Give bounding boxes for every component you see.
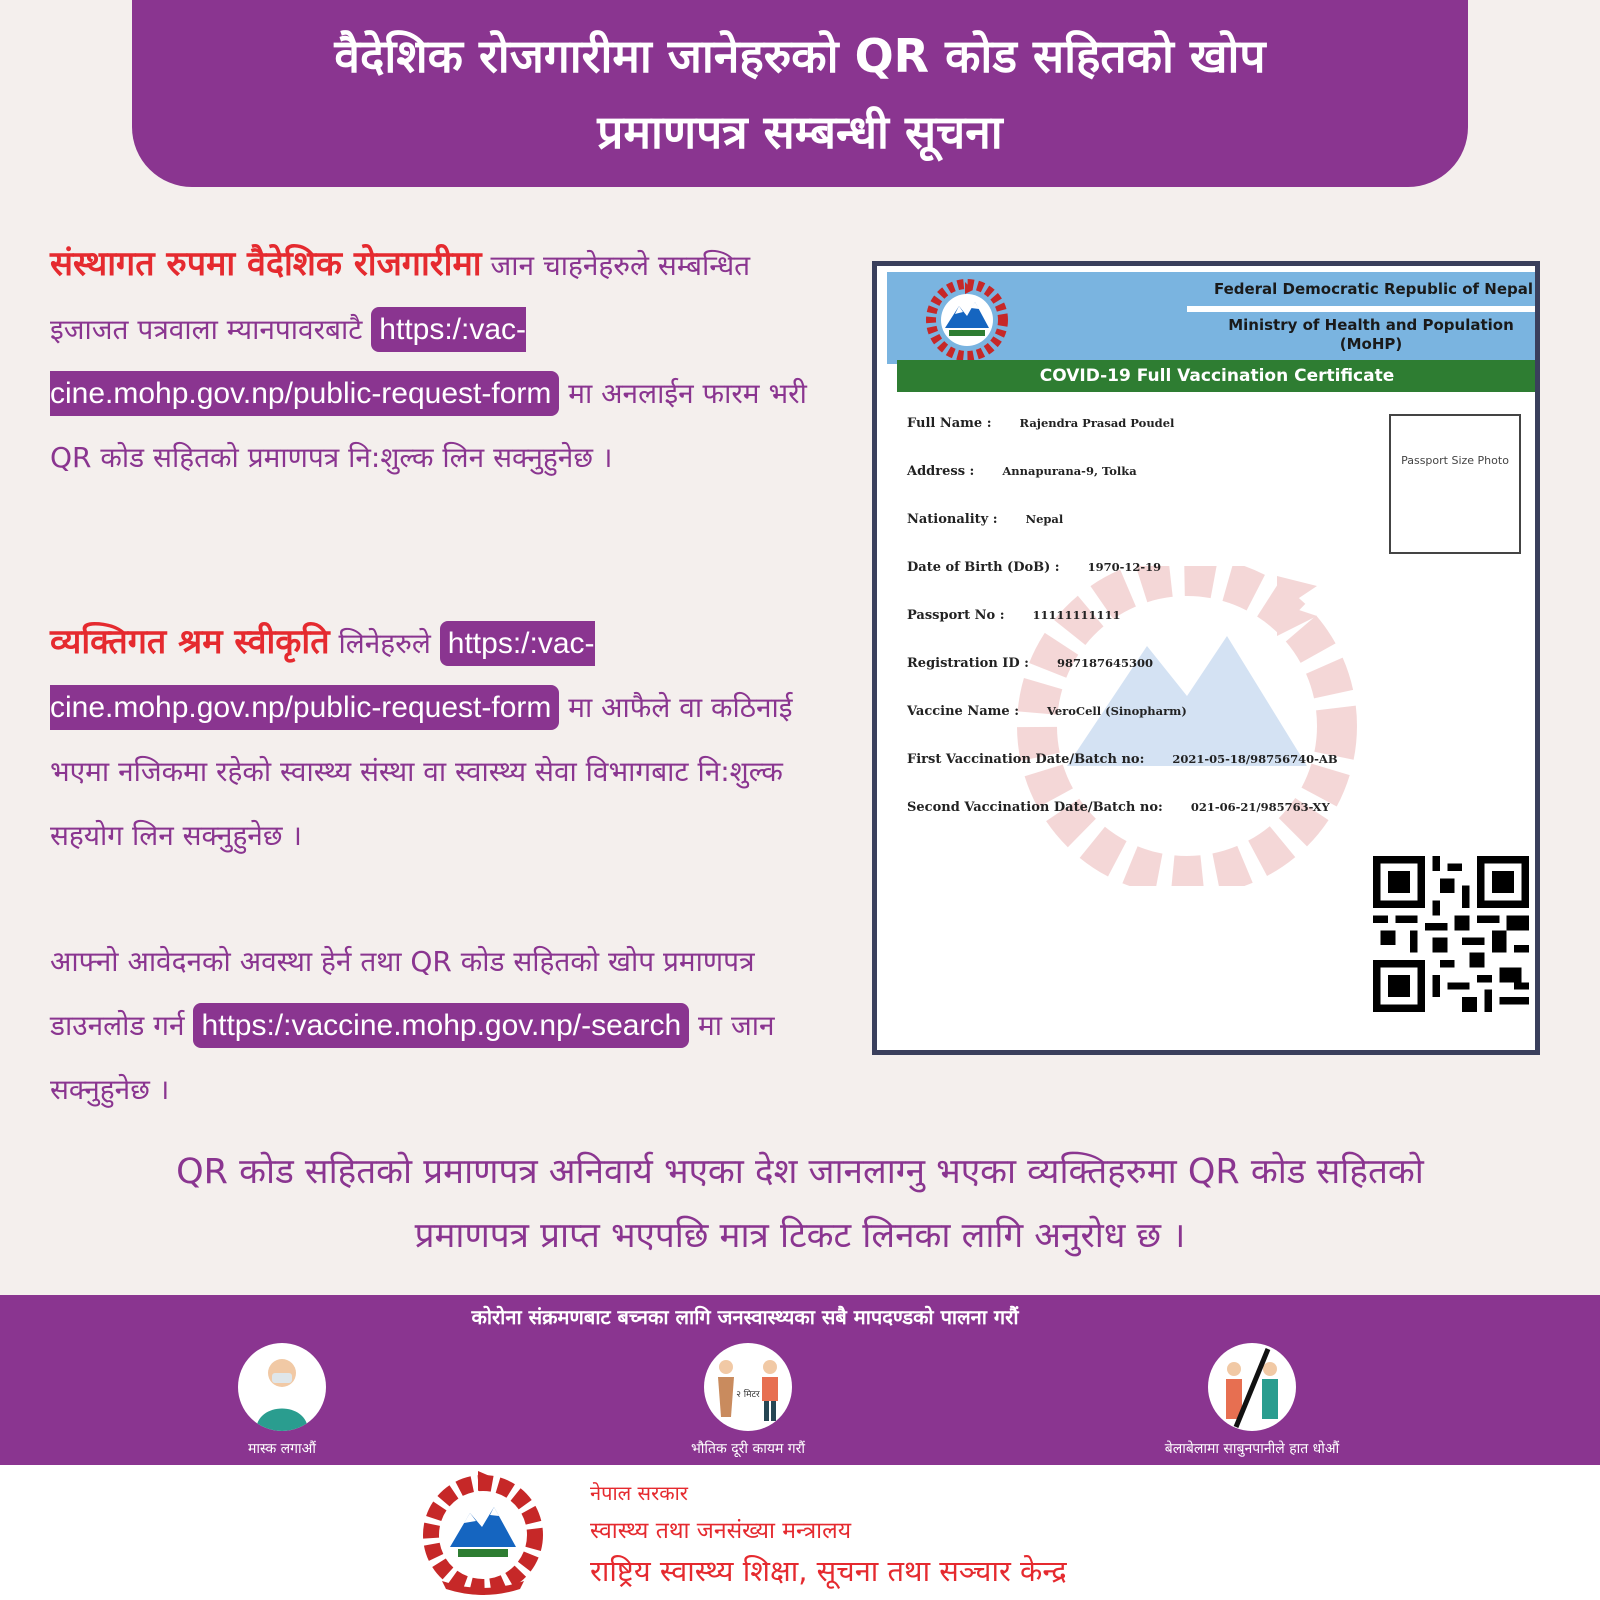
field-label: Address : xyxy=(907,464,975,479)
ticket-notice xyxy=(0,1140,1600,1268)
paragraph-status xyxy=(50,930,820,1122)
para2-text-b: मा आफैले वा कठिनाई भएमा नजिकमा रहेको स्वास्थ्य संस्था वा स्वास्थ्य सेवा विभागबाट नि:शुल्क सहयोग लिन सक्नुहुनेछ । xyxy=(50,691,793,852)
field-value: 2021-05-18/98756740-AB xyxy=(1172,752,1338,766)
field-label: Vaccine Name : xyxy=(907,704,1019,719)
government-name: Federal Democratic Republic of Nepal xyxy=(1213,280,1533,298)
nepal-government-emblem-icon xyxy=(406,1469,560,1595)
paragraph-individual xyxy=(50,610,820,868)
paragraph-institutional xyxy=(50,232,820,490)
field-value: Annapurana-9, Tolka xyxy=(1002,464,1137,478)
certificate-header xyxy=(887,272,1537,364)
field-row xyxy=(907,656,1153,671)
title-line-2: प्रमाणपत्र सम्बन्धी सूचना xyxy=(597,105,1003,159)
notice-line-2: प्रमाणपत्र प्राप्त भएपछि मात्र टिकट लिनका लागि अनुरोध छ । xyxy=(414,1216,1186,1256)
field-value: Rajendra Prasad Poudel xyxy=(1019,416,1175,430)
notice-line-1: QR कोड सहितको प्रमाणपत्र अनिवार्य भएका देश जानलाग्नु भएका व्यक्तिहरुमा QR कोड सहितको xyxy=(176,1152,1424,1192)
field-value: 987187645300 xyxy=(1056,656,1154,670)
field-row xyxy=(907,800,1330,815)
footer xyxy=(0,1465,1600,1600)
field-row xyxy=(907,608,1121,623)
highlight-institutional: संस्थागत रुपमा वैदेशिक रोजगारीमा xyxy=(50,244,482,284)
ministry-name: Ministry of Health and Population (MoHP) xyxy=(1228,316,1514,353)
request-form-link[interactable]: https:/:vac-cine.mohp.gov.np/public-request-form xyxy=(50,307,559,416)
field-label: Full Name : xyxy=(907,416,992,431)
page-title xyxy=(132,0,1468,187)
field-label: Nationality : xyxy=(907,512,998,527)
footer-ministry: स्वास्थ्य तथा जनसंख्या मन्त्रालय xyxy=(590,1518,852,1544)
field-value: 1970-12-19 xyxy=(1087,560,1162,574)
safety-slogan: कोरोना संक्रमणबाट बच्नका लागि जनस्वास्थ्यका सबै मापदण्डको पालना गरौं xyxy=(471,1305,1019,1329)
para2-text-a: लिनेहरुले xyxy=(329,627,440,660)
tip-caption: बेलाबेलामा साबुनपानीले हात धोऔं xyxy=(1164,1441,1340,1457)
field-row xyxy=(907,560,1161,575)
title-line-1: वैदेशिक रोजगारीमा जानेहरुको QR कोड सहितको खोप xyxy=(334,29,1266,83)
safety-band xyxy=(0,1295,1600,1465)
field-row xyxy=(907,416,1174,431)
distance-label: २ मिटर xyxy=(736,1390,760,1400)
qr-code-icon xyxy=(1373,856,1529,1012)
field-row xyxy=(907,512,1063,527)
para3-text-a: आफ्नो आवेदनको अवस्था हेर्न तथा QR कोड सहितको खोप प्रमाणपत्र डाउनलोड गर्न xyxy=(50,945,755,1042)
field-label: Registration ID : xyxy=(907,656,1029,671)
no-handshake-icon xyxy=(1208,1343,1296,1431)
field-value: 11111111111 xyxy=(1032,608,1121,622)
tip-caption: मास्क लगाऔं xyxy=(248,1441,316,1457)
field-value: VeroCell (Sinopharm) xyxy=(1047,704,1187,718)
passport-photo-placeholder: Passport Size Photo xyxy=(1389,414,1521,554)
tip-mask xyxy=(152,1343,412,1458)
field-label: Date of Birth (DoB) : xyxy=(907,560,1060,575)
search-link[interactable]: https:/:vaccine.mohp.gov.np/-search xyxy=(193,1003,689,1048)
field-label: Second Vaccination Date/Batch no: xyxy=(907,800,1163,815)
field-row xyxy=(907,464,1137,479)
mask-person-icon xyxy=(238,1343,326,1431)
request-form-link-2[interactable]: https:/:vac-cine.mohp.gov.np/public-request-form xyxy=(50,621,595,730)
footer-centre: राष्ट्रिय स्वास्थ्य शिक्षा, सूचना तथा सञ्चार केन्द्र xyxy=(590,1554,1067,1588)
para1-text-a: जान चाहनेहरुले सम्बन्धित इजाजत पत्रवाला म्यानपावरबाटै xyxy=(50,249,751,346)
field-label: Passport No : xyxy=(907,608,1005,623)
header-stripe xyxy=(1187,306,1540,312)
highlight-individual: व्यक्तिगत श्रम स्वीकृति xyxy=(50,622,330,662)
distance-icon xyxy=(704,1343,792,1431)
field-value: 021-06-21/985763-XY xyxy=(1190,800,1330,814)
certificate-title: COVID-19 Full Vaccination Certificate xyxy=(897,360,1537,392)
tip-caption: भौतिक दूरी कायम गरौं xyxy=(690,1441,806,1457)
field-row xyxy=(907,704,1187,719)
nepal-emblem-icon xyxy=(919,276,1015,360)
field-value: Nepal xyxy=(1025,512,1064,526)
para1-text-b: मा अनलाईन फारम भरी QR कोड सहितको प्रमाणपत्र नि:शुल्क लिन सक्नुहुनेछ । xyxy=(50,377,807,474)
para3-text-b: मा जान सक्नुहुनेछ । xyxy=(50,1009,775,1106)
field-label: First Vaccination Date/Batch no: xyxy=(907,752,1145,767)
footer-government: नेपाल सरकार xyxy=(590,1481,688,1505)
tip-distance xyxy=(618,1343,878,1458)
field-row xyxy=(907,752,1338,767)
sample-certificate xyxy=(872,261,1540,1055)
tip-handwash xyxy=(1122,1343,1382,1458)
